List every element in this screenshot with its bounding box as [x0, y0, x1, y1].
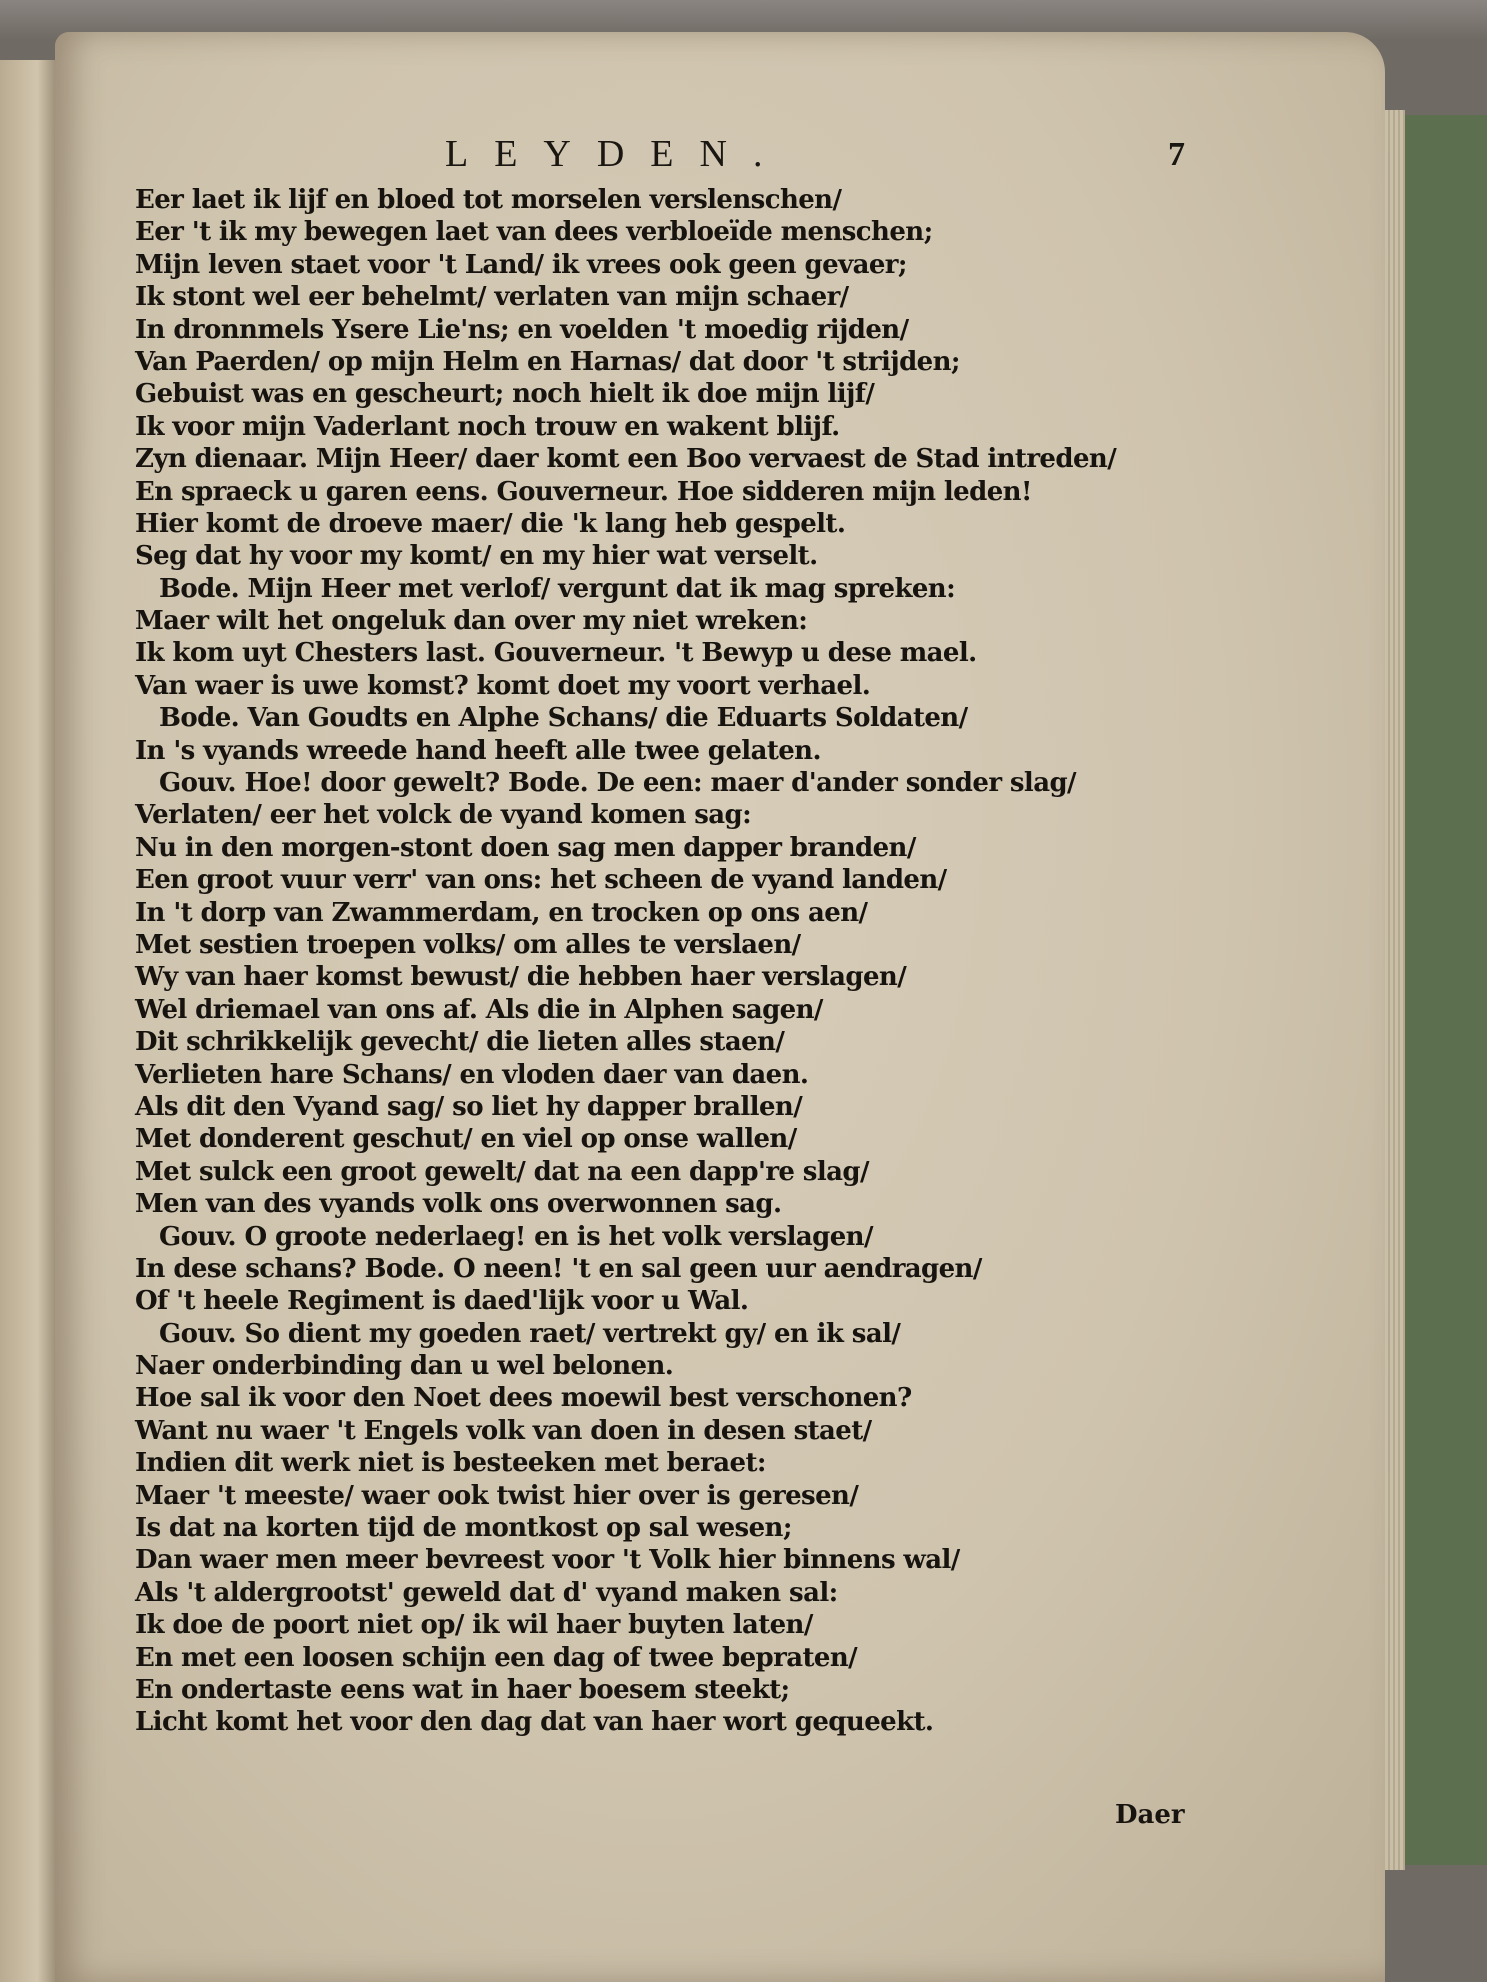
verse-line: En ondertaste eens wat in haer boesem steekt; — [135, 1674, 790, 1705]
verse-line: Verlieten hare Schans/ en vloden daer van daen. — [135, 1059, 809, 1090]
verse-line: Bode. Van Goudts en Alphe Schans/ die Eduarts Soldaten/ — [159, 703, 968, 734]
verse-line: Gouv. O groote nederlaeg! en is het volk verslagen/ — [159, 1221, 873, 1252]
verse-line: Is dat na korten tijd de montkost op sal wesen; — [135, 1513, 792, 1544]
left-page-edge — [0, 60, 62, 1982]
verse-line: Zyn dienaar. Mijn Heer/ daer komt een Boo vervaest de Stad intreden/ — [135, 444, 1117, 475]
running-head: LEYDEN. — [445, 133, 789, 175]
verse-line: Als 't aldergrootst' geweld dat d' vyand maken sal: — [135, 1577, 838, 1608]
verse-line: Naer onderbinding dan u wel belonen. — [135, 1351, 674, 1382]
verse-line: Indien dit werk niet is besteeken met beraet: — [135, 1448, 766, 1479]
verse-line: Met sestien troepen volks/ om alles te verslaen/ — [135, 929, 801, 960]
verse-line: Of 't heele Regiment is daed'lijk voor u Wal. — [135, 1286, 749, 1317]
verse-line: Ik stont wel eer behelmt/ verlaten van mijn schaer/ — [135, 282, 849, 313]
verse-line: Van waer is uwe komst? komt doet my voort verhael. — [135, 670, 871, 701]
catchword: Daer — [1115, 1800, 1185, 1830]
verse-line: Verlaten/ eer het volck de vyand komen sag: — [135, 800, 752, 831]
book-cover — [1395, 115, 1487, 1865]
verse-line: Ik kom uyt Chesters last. Gouverneur. 't Bewyp u dese mael. — [135, 638, 977, 669]
verse-line: Men van des vyands volk ons overwonnen sag. — [135, 1189, 782, 1220]
verse-line: Met sulck een groot gewelt/ dat na een dapp're slag/ — [135, 1156, 869, 1187]
verse-line: In 't dorp van Zwammerdam, en trocken op ons aen/ — [135, 897, 868, 928]
verse-line: Gouv. So dient my goeden raet/ vertrekt gy/ en ik sal/ — [159, 1318, 901, 1349]
verse-line: Licht komt het voor den dag dat van haer wort gequeekt. — [135, 1707, 934, 1738]
verse-line: En spraeck u garen eens. Gouverneur. Hoe sidderen mijn leden! — [135, 476, 1032, 507]
verse-line: Hier komt de droeve maer/ die 'k lang heb gespelt. — [135, 508, 846, 539]
verse-line: Eer laet ik lijf en bloed tot morselen verslenschen/ — [135, 185, 842, 215]
verse-line: Gebuist was en gescheurt; noch hielt ik doe mijn lijf/ — [135, 379, 875, 410]
verse-line: Seg dat hy voor my komt/ en my hier wat verselt. — [135, 541, 818, 572]
verse-line: Maer 't meeste/ waer ook twist hier over is geresen/ — [135, 1480, 859, 1511]
verse-line: Een groot vuur verr' van ons: het scheen de vyand landen/ — [135, 865, 947, 896]
verse-line: Hoe sal ik voor den Noet dees moewil best verschonen? — [135, 1383, 912, 1414]
verse-line: Want nu waer 't Engels volk van doen in desen staet/ — [135, 1415, 872, 1446]
verse-text — [135, 184, 1255, 1739]
verse-line: Als dit den Vyand sag/ so liet hy dapper brallen/ — [135, 1091, 803, 1122]
verse-line: Nu in den morgen-stont doen sag men dapper branden/ — [135, 832, 916, 863]
page-header — [55, 132, 1385, 175]
verse-line: Wel driemael van ons af. Als die in Alphen sagen/ — [135, 994, 823, 1025]
verse-line: Wy van haer komst bewust/ die hebben haer verslagen/ — [135, 962, 907, 993]
verse-line: Gouv. Hoe! door gewelt? Bode. De een: maer d'ander sonder slag/ — [159, 768, 1076, 799]
verse-line: Bode. Mijn Heer met verlof/ vergunt dat ik mag spreken: — [159, 573, 956, 604]
verse-line: Eer 't ik my bewegen laet van dees verbloeïde menschen; — [135, 217, 933, 248]
verse-line: Ik doe de poort niet op/ ik wil haer buyten laten/ — [135, 1610, 813, 1641]
verse-line: Dit schrikkelijk gevecht/ die lieten alles staen/ — [135, 1027, 785, 1058]
verse-line: In dese schans? Bode. O neen! 't en sal geen uur aendragen/ — [135, 1253, 982, 1284]
verse-line: Ik voor mijn Vaderlant noch trouw en wakent blijf. — [135, 411, 840, 442]
verse-line: Maer wilt het ongeluk dan over my niet wreken: — [135, 606, 808, 637]
verse-line: En met een loosen schijn een dag of twee bepraten/ — [135, 1642, 858, 1673]
verse-line: In 's vyands wreede hand heeft alle twee gelaten. — [135, 735, 821, 766]
verse-line: In dronnmels Ysere Lie'ns; en voelden 't moedig rijden/ — [135, 314, 909, 345]
verse-line: Mijn leven staet voor 't Land/ ik vrees ook geen gevaer; — [135, 249, 907, 280]
verse-line: Met donderent geschut/ en viel op onse wallen/ — [135, 1124, 797, 1155]
book-page — [55, 32, 1385, 1982]
verse-line: Dan waer men meer bevreest voor 't Volk hier binnens wal/ — [135, 1545, 960, 1576]
verse-line: Van Paerden/ op mijn Helm en Harnas/ dat door 't strijden; — [135, 346, 960, 377]
page-number: 7 — [1168, 136, 1185, 173]
